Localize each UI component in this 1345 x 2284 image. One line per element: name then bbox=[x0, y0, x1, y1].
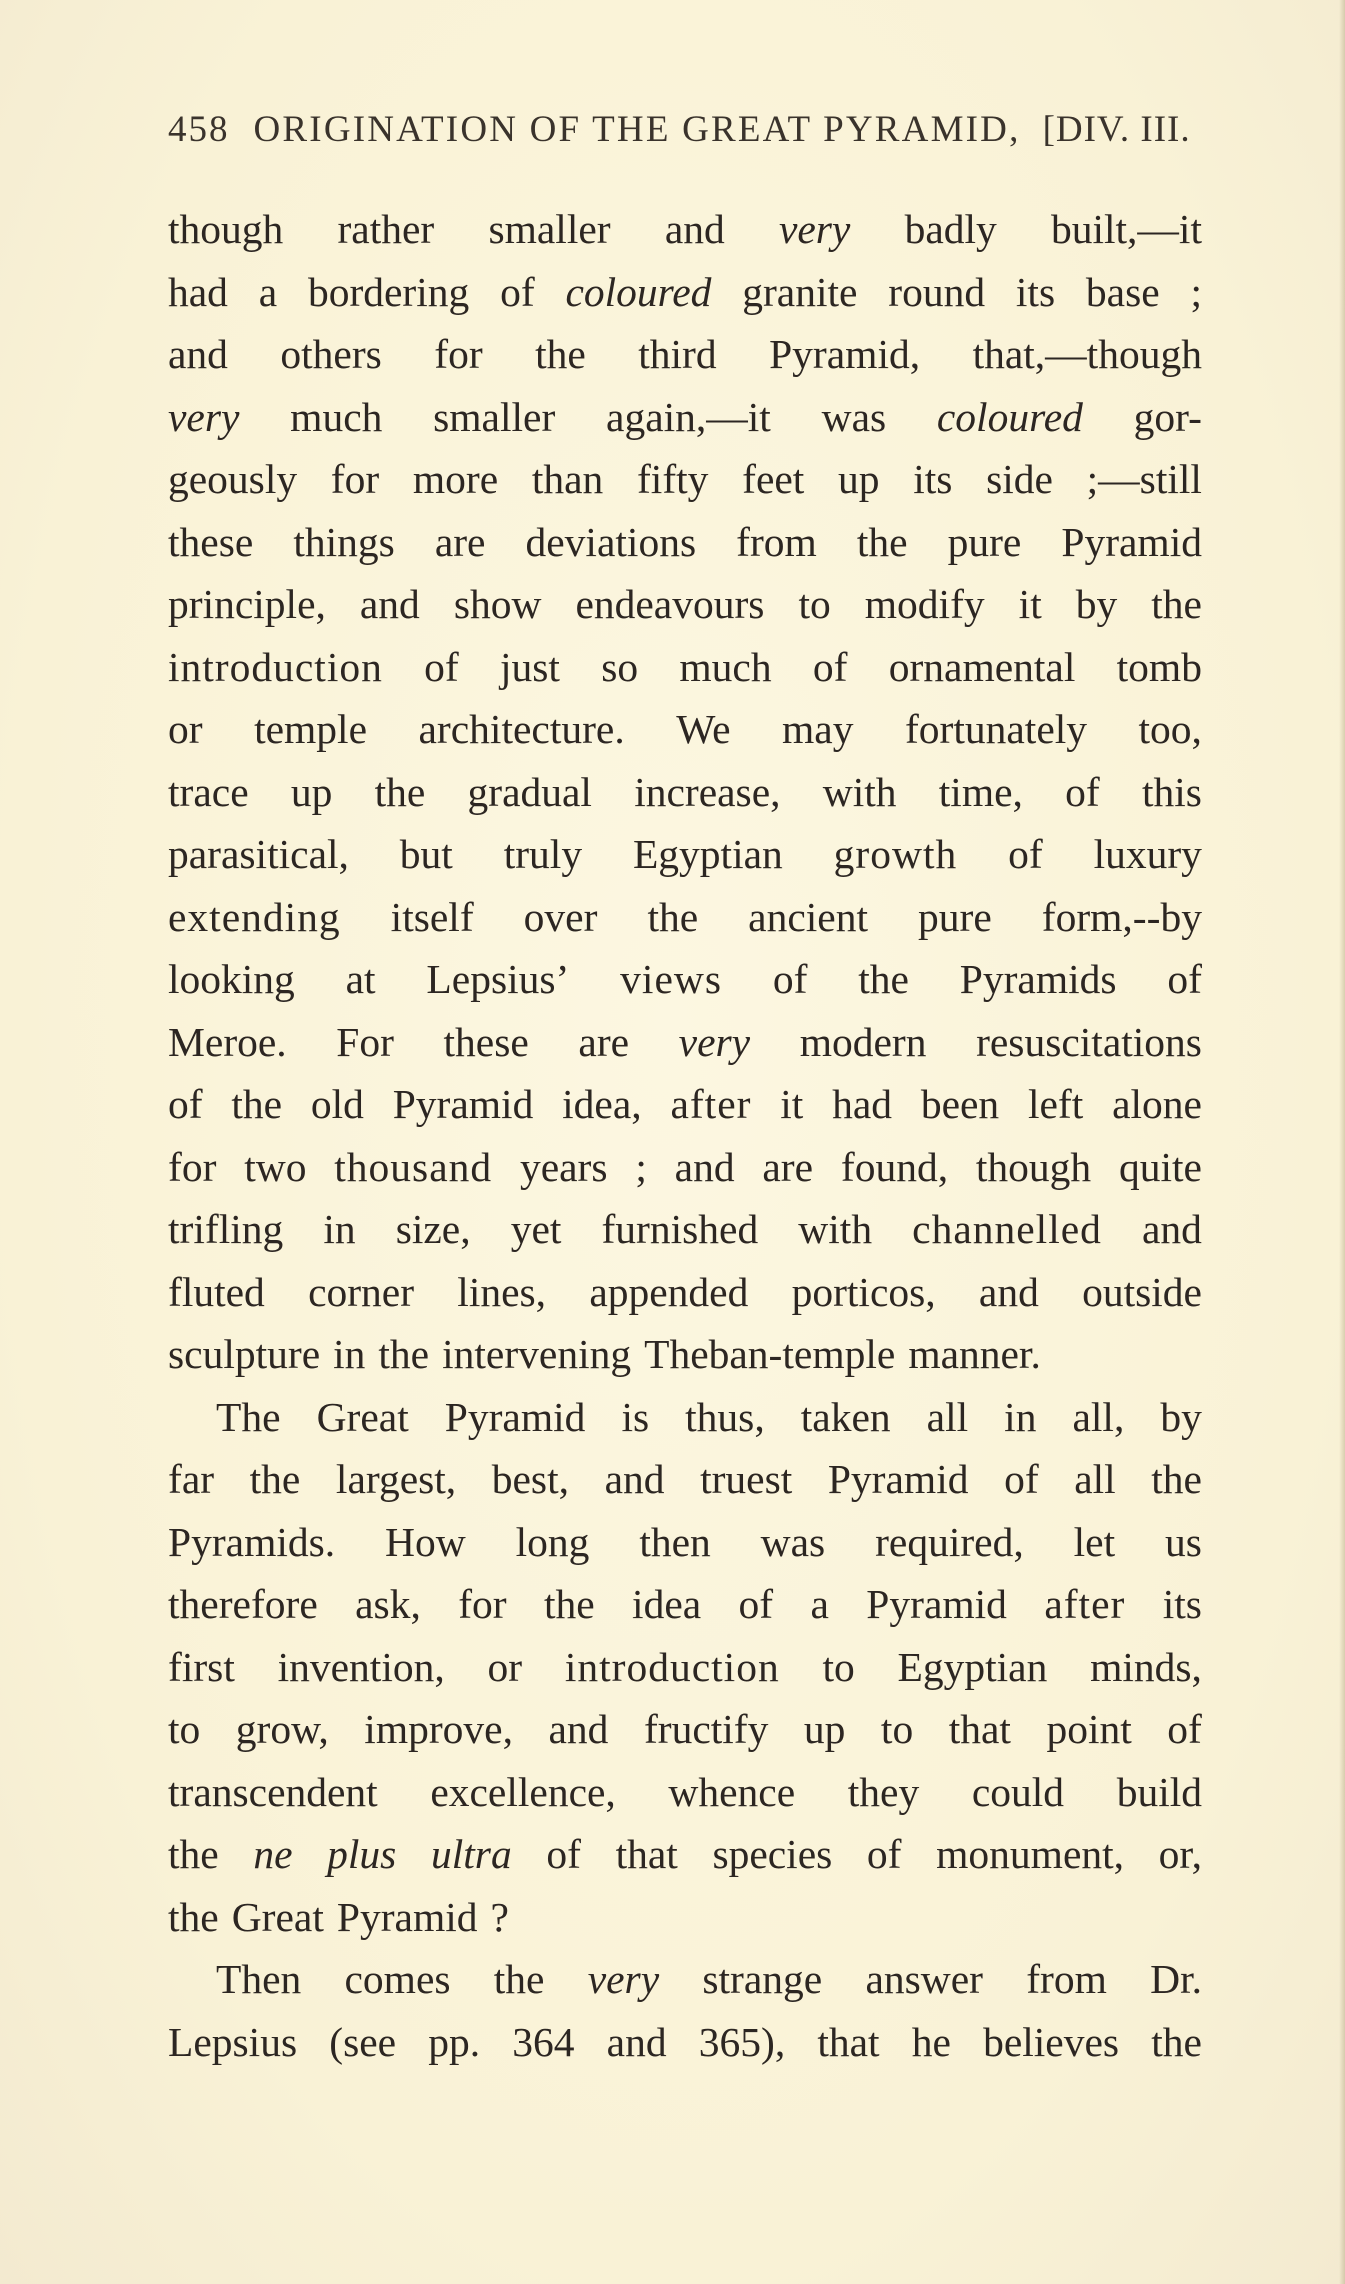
word: fifty bbox=[636, 456, 709, 502]
word: and bbox=[604, 1456, 665, 1502]
word: the bbox=[493, 1956, 545, 2002]
word: so bbox=[601, 643, 639, 690]
word: and bbox=[168, 331, 228, 377]
word: manner. bbox=[908, 1331, 1041, 1377]
word: the bbox=[1151, 581, 1202, 627]
text-line bbox=[168, 636, 1202, 699]
word: of bbox=[866, 1831, 902, 1877]
text-line bbox=[168, 698, 1202, 761]
italic-word: plus bbox=[327, 1831, 397, 1877]
word: thus, bbox=[685, 1393, 765, 1440]
word: its bbox=[1015, 268, 1056, 315]
word: granite bbox=[742, 268, 858, 315]
word: from bbox=[736, 518, 817, 565]
word: a bbox=[810, 1581, 829, 1627]
word: of bbox=[812, 643, 848, 690]
word: best, bbox=[491, 1456, 569, 1502]
word: strange bbox=[702, 1956, 823, 2002]
word: of bbox=[168, 1081, 203, 1127]
word: Egyptian bbox=[632, 831, 783, 877]
word: pp. bbox=[428, 2018, 481, 2065]
word: taken bbox=[800, 1393, 891, 1440]
word: thousand bbox=[334, 1143, 493, 1190]
word: just bbox=[499, 643, 560, 690]
word: truest bbox=[700, 1456, 793, 1502]
word: again,—it bbox=[606, 393, 771, 440]
word: Pyramids bbox=[959, 956, 1117, 1002]
word: found, bbox=[840, 1143, 949, 1190]
word: and bbox=[1141, 1206, 1202, 1252]
page-edge-shadow bbox=[1339, 0, 1345, 2284]
word: idea, bbox=[562, 1081, 642, 1127]
word: lines, bbox=[457, 1268, 547, 1315]
word: than bbox=[531, 456, 604, 502]
word: for bbox=[458, 1581, 507, 1627]
word: he bbox=[911, 2018, 951, 2065]
word: alone bbox=[1112, 1081, 1202, 1127]
word: required, bbox=[875, 1518, 1024, 1565]
word: the bbox=[543, 1581, 595, 1627]
word: of bbox=[1008, 831, 1043, 877]
word: and bbox=[674, 1143, 735, 1190]
word: all bbox=[1074, 1456, 1116, 1502]
word: looking bbox=[168, 956, 295, 1002]
word: a bbox=[258, 268, 278, 315]
word: invention, bbox=[277, 1643, 445, 1690]
word: it bbox=[780, 1081, 804, 1127]
word: introduction bbox=[168, 643, 383, 690]
word: therefore bbox=[168, 1581, 318, 1627]
word: to bbox=[880, 1706, 914, 1752]
word: intervening bbox=[442, 1331, 632, 1377]
word: the bbox=[168, 1893, 219, 1940]
word: largest, bbox=[335, 1456, 457, 1502]
word: For bbox=[336, 1018, 394, 1065]
running-title: ORIGINATION OF THE GREAT PYRAMID, bbox=[253, 109, 1021, 150]
word: views bbox=[620, 956, 722, 1002]
word: the bbox=[1151, 2018, 1202, 2065]
word: round bbox=[888, 268, 986, 315]
text-line bbox=[168, 1698, 1202, 1761]
word: was bbox=[821, 393, 887, 440]
word: Lepsius’ bbox=[426, 956, 570, 1002]
word: at bbox=[345, 956, 376, 1002]
word: minds, bbox=[1090, 1643, 1202, 1690]
text-line bbox=[168, 1573, 1202, 1636]
text-line bbox=[168, 1448, 1202, 1511]
word: up bbox=[803, 1706, 846, 1752]
word: comes bbox=[344, 1956, 451, 2002]
word: let bbox=[1073, 1518, 1116, 1565]
word: for bbox=[434, 331, 483, 377]
word: others bbox=[280, 331, 382, 377]
word: build bbox=[1116, 1768, 1202, 1815]
text-line bbox=[168, 573, 1202, 636]
text-line bbox=[168, 1073, 1202, 1136]
word: How bbox=[385, 1518, 466, 1565]
word: porticos, bbox=[791, 1268, 936, 1315]
word: the bbox=[249, 1456, 301, 1502]
word: far bbox=[168, 1456, 215, 1502]
word: the bbox=[647, 893, 699, 940]
word: answer bbox=[865, 1956, 983, 2002]
word: channelled bbox=[912, 1206, 1102, 1252]
word: show bbox=[453, 581, 542, 627]
text-line bbox=[168, 198, 1202, 261]
word: is bbox=[621, 1393, 650, 1440]
body-text bbox=[168, 198, 1202, 2073]
word: bordering bbox=[307, 268, 470, 315]
word: may bbox=[782, 706, 854, 752]
word: time, bbox=[938, 768, 1023, 815]
word: architecture. bbox=[418, 706, 625, 752]
word: these bbox=[443, 1018, 529, 1065]
text-line bbox=[168, 2011, 1202, 2074]
word: though bbox=[168, 206, 284, 252]
word: fortunately bbox=[904, 706, 1088, 752]
word: modify bbox=[864, 581, 985, 627]
word: Then bbox=[216, 1956, 302, 2002]
word: all, bbox=[1072, 1393, 1125, 1440]
word: Pyramid bbox=[444, 1393, 586, 1440]
word: side bbox=[986, 456, 1053, 502]
text-line bbox=[168, 1136, 1202, 1199]
word: temple bbox=[254, 706, 368, 752]
word: the bbox=[378, 1331, 430, 1377]
word: ? bbox=[490, 1893, 509, 1940]
word: ;—still bbox=[1086, 456, 1202, 502]
word: built,—it bbox=[1050, 206, 1202, 252]
word: furnished bbox=[601, 1206, 759, 1252]
word: Great bbox=[231, 1893, 324, 1940]
word: badly bbox=[904, 206, 997, 252]
word: Pyramid bbox=[827, 1456, 969, 1502]
text-line bbox=[168, 1823, 1202, 1886]
word: modern bbox=[799, 1018, 927, 1065]
text-line bbox=[168, 1261, 1202, 1324]
word: the bbox=[1151, 1456, 1202, 1502]
word: had bbox=[832, 1081, 893, 1127]
word: 365), bbox=[698, 2018, 786, 2065]
word: Lepsius bbox=[168, 2018, 298, 2065]
word: truly bbox=[503, 831, 583, 877]
text-line bbox=[168, 823, 1202, 886]
word: smaller bbox=[433, 393, 556, 440]
text-line bbox=[168, 1323, 1202, 1386]
word: improve, bbox=[364, 1706, 513, 1752]
word: its bbox=[913, 456, 953, 502]
word: outside bbox=[1082, 1268, 1202, 1315]
text-line bbox=[168, 386, 1202, 449]
text-line bbox=[168, 761, 1202, 824]
word: its bbox=[1162, 1581, 1202, 1627]
text-line bbox=[168, 1011, 1202, 1074]
word: it bbox=[1018, 581, 1042, 627]
word: of bbox=[772, 956, 808, 1002]
text-line bbox=[168, 1386, 1202, 1449]
text-line bbox=[168, 261, 1202, 324]
word: and bbox=[359, 581, 420, 627]
word: of bbox=[546, 1831, 581, 1877]
word: more bbox=[412, 456, 499, 502]
word: (see bbox=[329, 2018, 397, 2065]
word: yet bbox=[510, 1206, 562, 1252]
word: after bbox=[670, 1081, 752, 1127]
division-label: [DIV. III. bbox=[1042, 109, 1191, 150]
word: ancient bbox=[748, 893, 868, 940]
word: up bbox=[838, 456, 880, 502]
word: that bbox=[817, 2018, 880, 2065]
italic-word: very bbox=[678, 1018, 751, 1065]
word: form,--by bbox=[1041, 893, 1202, 940]
word: point bbox=[1046, 1706, 1132, 1752]
word: for bbox=[330, 456, 380, 502]
text-line bbox=[168, 323, 1202, 386]
word: The bbox=[216, 1393, 281, 1440]
word: gradual bbox=[467, 768, 592, 815]
word: was bbox=[760, 1518, 826, 1565]
word: fluted bbox=[168, 1268, 265, 1315]
word: the bbox=[858, 956, 909, 1002]
word: resuscitations bbox=[976, 1018, 1202, 1065]
word: and bbox=[548, 1706, 609, 1752]
word: of bbox=[1065, 768, 1100, 815]
italic-word: very bbox=[587, 1956, 660, 2002]
word: Pyramid bbox=[392, 1081, 534, 1127]
word: over bbox=[523, 893, 598, 940]
word: rather bbox=[337, 206, 435, 252]
word: much bbox=[290, 393, 383, 440]
word: us bbox=[1165, 1518, 1202, 1565]
word: first bbox=[168, 1643, 235, 1690]
italic-word: ne bbox=[253, 1831, 293, 1877]
word: then bbox=[639, 1518, 711, 1565]
word: luxury bbox=[1093, 831, 1202, 877]
word: transcendent bbox=[168, 1768, 378, 1815]
word: feet bbox=[742, 456, 805, 502]
word: in bbox=[333, 1331, 366, 1377]
word: left bbox=[1027, 1081, 1084, 1127]
word: years bbox=[519, 1143, 608, 1190]
word: itself bbox=[390, 893, 474, 940]
word: are bbox=[762, 1143, 814, 1190]
word: much bbox=[679, 643, 772, 690]
word: Theban-temple bbox=[644, 1331, 896, 1377]
text-line bbox=[168, 1636, 1202, 1699]
word: to bbox=[798, 581, 831, 627]
word: tomb bbox=[1116, 643, 1202, 690]
word: extending bbox=[168, 893, 341, 940]
word: that bbox=[948, 1706, 1011, 1752]
word: are bbox=[578, 1018, 630, 1065]
word: the bbox=[856, 518, 908, 565]
text-line bbox=[168, 1198, 1202, 1261]
word: the bbox=[535, 331, 586, 377]
word: of bbox=[1167, 956, 1202, 1002]
word: pure bbox=[947, 518, 1022, 565]
word: of bbox=[500, 268, 535, 315]
word: of bbox=[738, 1581, 774, 1627]
word: Pyramid bbox=[866, 1581, 1007, 1627]
word: to bbox=[822, 1643, 855, 1690]
italic-word: very bbox=[168, 393, 240, 440]
word: believes bbox=[983, 2018, 1120, 2065]
word: Pyramid bbox=[1061, 518, 1202, 565]
word: or bbox=[487, 1643, 523, 1690]
word: third bbox=[638, 331, 717, 377]
word: gor- bbox=[1133, 393, 1202, 440]
word: growth bbox=[833, 831, 958, 877]
word: the bbox=[374, 768, 426, 815]
word: geously bbox=[168, 456, 298, 502]
word: they bbox=[847, 1768, 920, 1815]
word: Meroe. bbox=[168, 1018, 287, 1065]
text-line bbox=[168, 511, 1202, 574]
italic-word: coloured bbox=[565, 268, 712, 315]
word: of bbox=[1167, 1706, 1202, 1752]
word: idea bbox=[632, 1581, 702, 1627]
text-line bbox=[168, 1761, 1202, 1824]
word: though bbox=[975, 1143, 1092, 1190]
word: been bbox=[920, 1081, 1000, 1127]
word: to bbox=[168, 1706, 201, 1752]
word: of bbox=[1004, 1456, 1039, 1502]
word: ask, bbox=[355, 1581, 421, 1627]
word: and bbox=[606, 2018, 667, 2065]
word: Pyramid, bbox=[769, 331, 921, 377]
word: after bbox=[1044, 1581, 1126, 1627]
word: base bbox=[1085, 268, 1160, 315]
word: quite bbox=[1118, 1143, 1202, 1190]
word: grow, bbox=[235, 1706, 329, 1752]
word: trifling bbox=[168, 1206, 284, 1252]
word: for bbox=[168, 1143, 217, 1190]
word: monument, bbox=[936, 1831, 1125, 1877]
word: the bbox=[231, 1081, 283, 1127]
word: too, bbox=[1138, 706, 1202, 752]
word: deviations bbox=[525, 518, 697, 565]
word: We bbox=[676, 706, 731, 752]
word: with bbox=[798, 1206, 873, 1252]
word: Dr. bbox=[1150, 1956, 1202, 2002]
word: whence bbox=[668, 1768, 796, 1815]
word: up bbox=[290, 768, 333, 815]
word: and bbox=[978, 1268, 1039, 1315]
word: the bbox=[168, 1831, 219, 1877]
word: these bbox=[168, 518, 254, 565]
text-line bbox=[168, 1886, 1202, 1949]
text-line bbox=[168, 448, 1202, 511]
word: long bbox=[515, 1518, 590, 1565]
word: appended bbox=[589, 1268, 749, 1315]
word: old bbox=[310, 1081, 364, 1127]
word: in bbox=[323, 1206, 356, 1252]
word: and bbox=[664, 206, 725, 252]
word: or, bbox=[1158, 1831, 1202, 1877]
word: from bbox=[1026, 1956, 1107, 2002]
word: but bbox=[399, 831, 453, 877]
word: size, bbox=[395, 1206, 471, 1252]
word: in bbox=[1004, 1393, 1037, 1440]
word: fructify bbox=[643, 1706, 769, 1752]
word: smaller bbox=[488, 206, 611, 252]
word: ornamental bbox=[888, 643, 1076, 690]
word: are bbox=[434, 518, 486, 565]
text-line bbox=[168, 1948, 1202, 2011]
word: ; bbox=[1190, 268, 1202, 315]
word: that,—though bbox=[972, 331, 1202, 377]
word: ; bbox=[635, 1143, 647, 1190]
word: this bbox=[1141, 768, 1202, 815]
word: Pyramid bbox=[336, 1893, 478, 1940]
word: Great bbox=[316, 1393, 409, 1440]
text-line bbox=[168, 886, 1202, 949]
word: all bbox=[926, 1393, 969, 1440]
word: 364 bbox=[512, 2018, 575, 2065]
word: by bbox=[1160, 1393, 1202, 1440]
word: species bbox=[712, 1831, 833, 1877]
text-line bbox=[168, 1511, 1202, 1574]
word: endeavours bbox=[575, 581, 765, 627]
word: that bbox=[615, 1831, 678, 1877]
word: two bbox=[244, 1143, 307, 1190]
word: increase, bbox=[634, 768, 781, 815]
word: could bbox=[971, 1768, 1065, 1815]
word: corner bbox=[308, 1268, 415, 1315]
word: Egyptian bbox=[897, 1643, 1048, 1690]
word: parasitical, bbox=[168, 831, 349, 877]
page-number: 458 bbox=[168, 109, 230, 150]
italic-word: ultra bbox=[430, 1831, 512, 1877]
word: had bbox=[168, 268, 228, 315]
word: by bbox=[1075, 581, 1118, 627]
text-line bbox=[168, 948, 1202, 1011]
word: things bbox=[293, 518, 395, 565]
word: principle, bbox=[168, 581, 326, 627]
word: introduction bbox=[564, 1643, 780, 1690]
word: excellence, bbox=[430, 1768, 616, 1815]
italic-word: coloured bbox=[936, 393, 1083, 440]
word: Pyramids. bbox=[168, 1518, 336, 1565]
word: or bbox=[168, 706, 203, 752]
word: trace bbox=[168, 768, 249, 815]
word: with bbox=[822, 768, 897, 815]
word: sculpture bbox=[168, 1331, 321, 1377]
running-header bbox=[168, 108, 1208, 151]
word: of bbox=[424, 643, 459, 690]
italic-word: very bbox=[778, 206, 851, 252]
word: pure bbox=[918, 893, 992, 940]
